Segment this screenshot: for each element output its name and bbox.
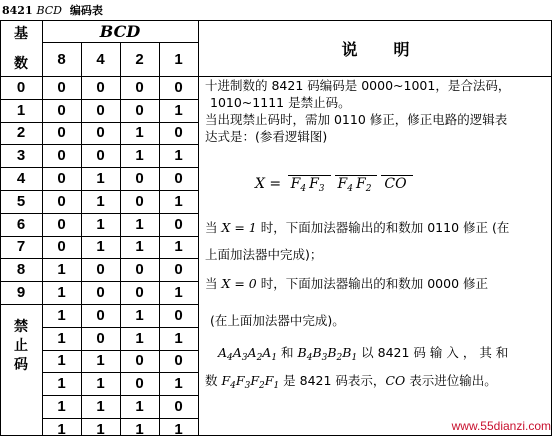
grid-vline	[198, 20, 199, 436]
header-base-number	[0, 20, 42, 76]
bcd-bit: 0	[135, 170, 144, 188]
forbidden-bit: 1	[57, 352, 66, 370]
co-var: CO	[385, 373, 406, 388]
forbidden-label-char: 禁	[14, 319, 28, 335]
decimal-digit-6: 6	[16, 215, 26, 233]
forbidden-bit: 1	[174, 375, 183, 393]
formula-lhs: X =	[255, 176, 282, 192]
bcd-bit: 0	[135, 284, 144, 302]
forbidden-bit: 0	[174, 398, 183, 416]
forbidden-bit: 1	[57, 375, 66, 393]
desc-x1-cont: 上面加法器中完成)；	[205, 247, 323, 262]
decimal-digit-2: 2	[16, 124, 26, 142]
formula-term: $F_4$ $F_2$	[335, 175, 378, 194]
header-weight-4: 4	[96, 51, 105, 68]
output-text: 是 8421 码表示，	[279, 373, 386, 388]
bcd-bit: 0	[57, 238, 66, 256]
co-text: 表示进位输出。	[405, 373, 497, 388]
bcd-bit: 0	[135, 261, 144, 279]
forbidden-bit: 1	[96, 420, 105, 438]
forbidden-bit: 0	[174, 306, 183, 324]
forbidden-label-char: 码	[14, 357, 28, 373]
bcd-bit: 1	[96, 238, 105, 256]
desc-output	[205, 372, 497, 395]
watermark: www.55dianzi.com	[451, 419, 551, 433]
forbidden-bit: 1	[57, 398, 66, 416]
bcd-bit: 0	[174, 124, 183, 142]
logic-formula	[255, 175, 415, 194]
bcd-bit: 1	[135, 124, 144, 142]
forbidden-bit: 1	[96, 398, 105, 416]
header-weight-2: 2	[135, 51, 144, 68]
decimal-digit-8: 8	[16, 261, 26, 279]
bcd-bit: 0	[96, 124, 105, 142]
table-caption	[2, 2, 103, 16]
bcd-bit: 0	[57, 192, 66, 210]
decimal-digit-0: 0	[16, 78, 26, 96]
bcd-bit: 0	[57, 78, 66, 96]
caption-code: 8421	[2, 4, 33, 17]
forbidden-code-label	[0, 304, 42, 436]
bcd-bit: 0	[96, 284, 105, 302]
bcd-bit: 1	[174, 238, 183, 256]
bcd-bit: 1	[96, 170, 105, 188]
header-weight-8: 8	[57, 51, 66, 68]
forbidden-bit: 1	[135, 306, 144, 324]
bcd-bit: 0	[96, 78, 105, 96]
desc-line-1: 十进制数的 8421 码编码是 0000~1001，是合法码，	[205, 78, 511, 93]
x0-var: X = 0	[221, 276, 257, 291]
output-vars: $F_4F_3F_2F_1$	[221, 373, 280, 391]
bcd-bit: 0	[96, 261, 105, 279]
bcd-bit: 0	[174, 170, 183, 188]
forbidden-bit: 0	[96, 329, 105, 347]
forbidden-bit: 0	[135, 352, 144, 370]
bcd-bit: 1	[57, 284, 66, 302]
x1-text: 时，下面加法器输出的和数加 0110 修正 (在	[256, 220, 510, 235]
input-vars-a: $A_4A_3A_2A_1$	[218, 345, 278, 363]
decimal-digit-1: 1	[16, 101, 26, 119]
header-base-top: 基	[14, 26, 28, 42]
bcd-bit: 0	[135, 192, 144, 210]
forbidden-bit: 1	[57, 420, 66, 438]
forbidden-bit: 1	[174, 329, 183, 347]
forbidden-bit: 0	[135, 375, 144, 393]
bcd-bit: 0	[57, 124, 66, 142]
forbidden-label-char: 止	[14, 338, 28, 354]
x1-var: X = 1	[221, 220, 257, 235]
forbidden-bit: 1	[135, 420, 144, 438]
bcd-bit: 0	[135, 78, 144, 96]
x1-prefix: 当	[205, 220, 222, 235]
bcd-bit: 1	[96, 215, 105, 233]
input-text: 以 8421 码 输 入 ， 其 和	[357, 345, 509, 360]
bcd-bit: 0	[174, 215, 183, 233]
bcd-bit: 0	[174, 78, 183, 96]
bcd-bit: 1	[135, 238, 144, 256]
forbidden-bit: 1	[96, 375, 105, 393]
header-bcd: BCD	[99, 21, 141, 41]
forbidden-bit: 1	[57, 329, 66, 347]
forbidden-bit: 1	[135, 398, 144, 416]
desc-x0	[205, 275, 488, 292]
bcd-bit: 1	[57, 261, 66, 279]
forbidden-bit: 1	[135, 329, 144, 347]
bcd-bit: 0	[96, 147, 105, 165]
desc-line-2: 1010~1111 是禁止码。	[210, 95, 351, 110]
desc-line-4: 达式是：(参看逻辑图)	[205, 129, 328, 144]
caption-bcd: BCD	[36, 4, 62, 17]
bcd-bit: 1	[174, 101, 183, 119]
header-weight-1: 1	[174, 51, 183, 68]
input-vars-b: $B_4B_3B_2B_1$	[297, 345, 358, 363]
desc-line-3: 当出现禁止码时，需加 0110 修正，修正电路的逻辑表	[205, 112, 508, 127]
formula-term: $F_4$ $F_3$	[288, 175, 331, 194]
bcd-bit: 1	[135, 147, 144, 165]
bcd-bit: 0	[96, 101, 105, 119]
formula-terms	[286, 176, 415, 192]
bcd-bit: 1	[135, 215, 144, 233]
header-base-bottom: 数	[14, 56, 28, 72]
desc-x1	[205, 219, 509, 236]
bcd-bit: 0	[57, 101, 66, 119]
x0-text: 时，下面加法器输出的和数加 0000 修正	[256, 276, 488, 291]
decimal-digit-3: 3	[16, 147, 26, 165]
bcd-bit: 0	[57, 147, 66, 165]
bcd-bit: 1	[174, 284, 183, 302]
header-description: 说明	[341, 39, 446, 59]
bcd-bit: 0	[174, 261, 183, 279]
input-and: 和	[277, 345, 298, 360]
x0-prefix: 当	[205, 276, 222, 291]
forbidden-bit: 0	[174, 352, 183, 370]
bcd-bit: 0	[135, 101, 144, 119]
bcd-bit: 1	[174, 147, 183, 165]
caption-title: 编码表	[69, 4, 103, 17]
decimal-digit-5: 5	[16, 192, 26, 210]
bcd-bit: 1	[96, 192, 105, 210]
forbidden-bit: 1	[174, 420, 183, 438]
forbidden-bit: 0	[96, 306, 105, 324]
formula-term: CO	[381, 175, 412, 192]
decimal-digit-4: 4	[16, 170, 26, 188]
forbidden-bit: 1	[96, 352, 105, 370]
decimal-digit-9: 9	[16, 284, 26, 302]
bcd-bit: 0	[57, 215, 66, 233]
desc-input	[218, 344, 508, 367]
bcd-bit: 0	[57, 170, 66, 188]
output-prefix: 数	[205, 373, 222, 388]
bcd-bit: 1	[174, 192, 183, 210]
desc-x0-cont: (在上面加法器中完成)。	[210, 313, 345, 328]
decimal-digit-7: 7	[16, 238, 26, 256]
forbidden-bit: 1	[57, 306, 66, 324]
